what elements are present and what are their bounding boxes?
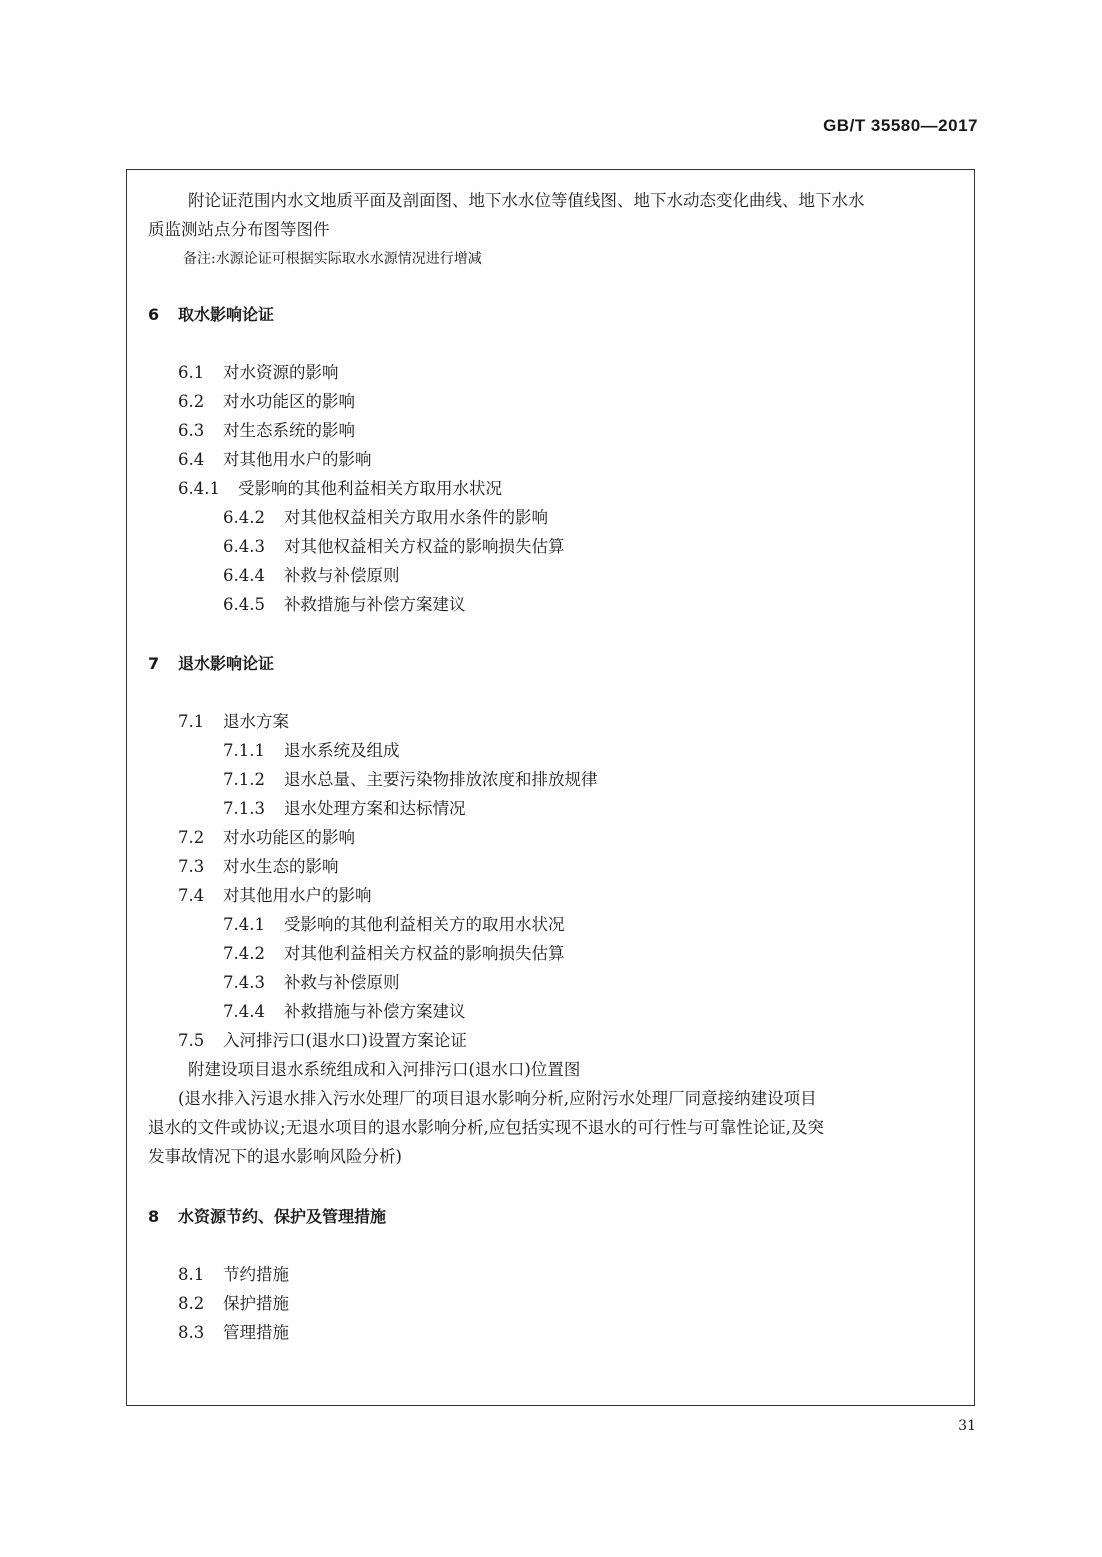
entry-number: 8.1 (178, 1265, 205, 1284)
entry-text: 退水处理方案和达标情况 (284, 799, 466, 818)
section-number: 8 (148, 1207, 160, 1226)
entry-text: 对水功能区的影响 (223, 828, 355, 847)
entry-number: 7.4 (178, 886, 205, 905)
toc-entry (223, 566, 400, 586)
entry-text: 对其他用水户的影响 (223, 886, 372, 905)
remark-line-1: (退水排入污退水排入污水处理厂的项目退水影响分析,应附污水处理厂同意接纳建设项目 (178, 1089, 817, 1108)
page-number: 31 (958, 1418, 976, 1434)
entry-text: 退水总量、主要污染物排放浓度和排放规律 (284, 770, 598, 789)
entry-number: 8.3 (178, 1323, 205, 1342)
entry-text: 节约措施 (223, 1265, 289, 1284)
entry-text: 对水功能区的影响 (223, 392, 355, 411)
section-title: 取水影响论证 (178, 305, 275, 324)
entry-number: 6.4 (178, 450, 205, 469)
entry-text: 对其他权益相关方权益的影响损失估算 (284, 537, 565, 556)
entry-number: 6.2 (178, 392, 205, 411)
toc-entry (223, 741, 400, 761)
toc-entry (223, 508, 548, 528)
entry-text: 受影响的其他利益相关方取用水状况 (238, 479, 502, 498)
entry-number: 7.4.2 (223, 944, 265, 963)
section-7-heading (148, 654, 274, 674)
toc-entry (178, 450, 372, 470)
toc-entry (178, 1294, 289, 1314)
intro-line-1: 附论证范围内水文地质平面及剖面图、地下水水位等值线图、地下水动态变化曲线、地下水水 (188, 191, 865, 210)
entry-number: 8.2 (178, 1294, 205, 1313)
entry-text: 受影响的其他利益相关方的取用水状况 (284, 915, 565, 934)
entry-number: 7.1 (178, 712, 205, 731)
entry-number: 7.5 (178, 1031, 205, 1050)
toc-entry (178, 421, 355, 441)
entry-number: 6.3 (178, 421, 205, 440)
entry-text: 补救与补偿原则 (284, 973, 400, 992)
entry-number: 7.2 (178, 828, 205, 847)
toc-entry (178, 857, 339, 877)
entry-text: 对生态系统的影响 (223, 421, 355, 440)
entry-text: 退水方案 (223, 712, 289, 731)
entry-number: 6.1 (178, 363, 205, 382)
entry-text: 保护措施 (223, 1294, 289, 1313)
entry-number: 6.4.1 (178, 479, 220, 498)
toc-entry (178, 1031, 467, 1051)
entry-text: 补救措施与补偿方案建议 (284, 595, 466, 614)
toc-entry (178, 712, 289, 732)
entry-number: 7.4.4 (223, 1002, 265, 1021)
section-title: 水资源节约、保护及管理措施 (178, 1207, 387, 1226)
toc-entry (223, 973, 400, 993)
intro-note: 备注:水源论证可根据实际取水水源情况进行增减 (183, 251, 482, 267)
section-8-heading (148, 1207, 386, 1227)
intro-line-2: 质监测站点分布图等图件 (148, 220, 330, 239)
entry-text: 对水生态的影响 (223, 857, 339, 876)
toc-entry (178, 828, 355, 848)
toc-entry (178, 392, 355, 412)
section-6-heading (148, 305, 274, 325)
toc-entry (223, 799, 466, 819)
remark-line-3: 发事故情况下的退水影响风险分析) (148, 1147, 402, 1166)
toc-entry (223, 770, 598, 790)
toc-entry (223, 537, 565, 557)
toc-entry (178, 1265, 289, 1285)
toc-entry (223, 915, 565, 935)
toc-entry (223, 1002, 466, 1022)
standard-code: GB/T 35580—2017 (823, 116, 978, 135)
toc-entry (223, 595, 466, 615)
entry-number: 7.4.3 (223, 973, 265, 992)
entry-text: 管理措施 (223, 1323, 289, 1342)
entry-text: 补救措施与补偿方案建议 (284, 1002, 466, 1021)
entry-text: 对其他用水户的影响 (223, 450, 372, 469)
remark-line-2: 退水的文件或协议;无退水项目的退水影响分析,应包括实现不退水的可行性与可靠性论证,及突 (148, 1118, 825, 1137)
entry-number: 7.1.2 (223, 770, 265, 789)
entry-number: 7.1.1 (223, 741, 265, 760)
entry-number: 7.4.1 (223, 915, 265, 934)
toc-entry (178, 1323, 289, 1343)
attachment-note: 附建设项目退水系统组成和入河排污口(退水口)位置图 (188, 1060, 581, 1079)
entry-number: 6.4.2 (223, 508, 265, 527)
entry-number: 6.4.4 (223, 566, 265, 585)
entry-number: 7.3 (178, 857, 205, 876)
entry-number: 6.4.5 (223, 595, 265, 614)
entry-text: 对其他利益相关方权益的影响损失估算 (284, 944, 565, 963)
entry-text: 对其他权益相关方取用水条件的影响 (284, 508, 548, 527)
section-number: 7 (148, 654, 160, 673)
toc-entry (178, 479, 502, 499)
entry-text: 补救与补偿原则 (284, 566, 400, 585)
entry-text: 对水资源的影响 (223, 363, 339, 382)
section-number: 6 (148, 305, 160, 324)
entry-text: 入河排污口(退水口)设置方案论证 (223, 1031, 467, 1050)
entry-number: 6.4.3 (223, 537, 265, 556)
entry-text: 退水系统及组成 (284, 741, 400, 760)
section-title: 退水影响论证 (178, 654, 275, 673)
entry-number: 7.1.3 (223, 799, 265, 818)
toc-entry (178, 363, 339, 383)
toc-entry (223, 944, 565, 964)
toc-entry (178, 886, 372, 906)
